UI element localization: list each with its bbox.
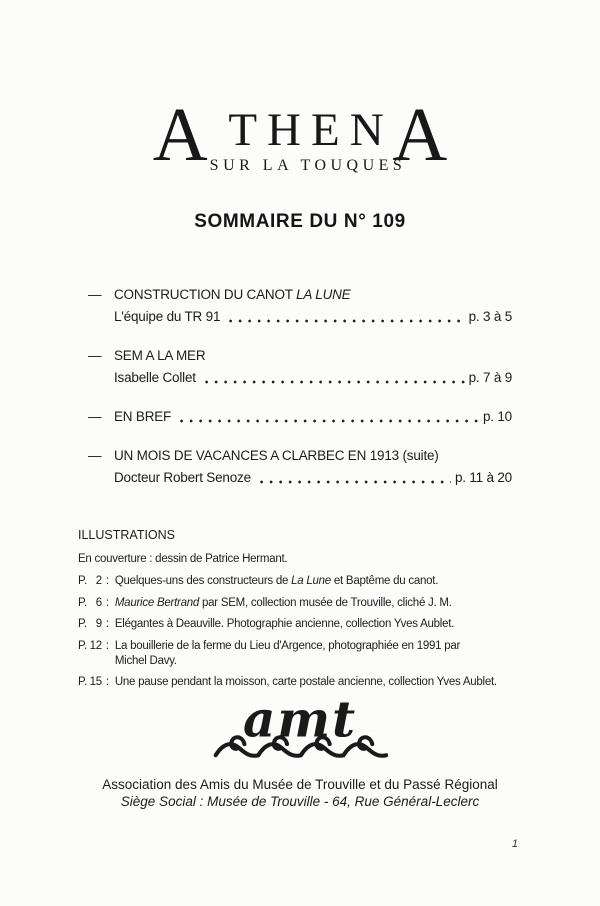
association-name: Association des Amis du Musée de Trouville et du Passé Régional bbox=[102, 777, 498, 792]
page-abbrev: P. bbox=[78, 618, 87, 630]
caption-text: La bouillerie de la ferme du Lieu d'Argence, photographiée en 1991 par bbox=[114, 639, 461, 652]
masthead-subtitle: SUR LA TOUQUES bbox=[209, 157, 407, 174]
item-dash: — bbox=[88, 409, 102, 424]
separator-colon: : bbox=[105, 618, 109, 630]
page-number: 1 bbox=[511, 838, 518, 850]
illustration-caption bbox=[115, 574, 556, 589]
masthead-final-a: A bbox=[392, 93, 448, 177]
dotted-leader bbox=[229, 319, 464, 323]
illustration-caption: Une pause pendant la moisson, carte postale ancienne, collection Yves Aublet. bbox=[114, 676, 497, 688]
page-num: 2 bbox=[95, 575, 102, 587]
page-abbrev: P. bbox=[78, 575, 87, 587]
amt-logo-text: amt bbox=[243, 690, 357, 749]
illustration-caption bbox=[115, 639, 556, 669]
amt-logo bbox=[0, 690, 600, 776]
toc-title-text: CONSTRUCTION DU CANOT bbox=[114, 287, 297, 302]
toc-item-title: EN BREF bbox=[114, 409, 172, 424]
page-abbrev: P. bbox=[78, 639, 87, 652]
separator-colon: : bbox=[105, 639, 109, 652]
toc-page-ref: p. 10 bbox=[482, 409, 512, 424]
page-num: 9 bbox=[95, 618, 102, 630]
caption-text: Quelques-uns des constructeurs de bbox=[114, 575, 292, 587]
dotted-leader bbox=[205, 380, 465, 384]
page-num: 15 bbox=[89, 676, 102, 688]
illustration-caption bbox=[115, 596, 556, 611]
page-abbrev: P. bbox=[78, 596, 87, 609]
caption-text: par SEM, collection musée de Trouville, cliché J. M. bbox=[199, 596, 452, 609]
masthead-initial-a: A bbox=[152, 93, 208, 177]
sommaire-heading: SOMMAIRE DU N° 109 bbox=[194, 211, 406, 232]
illustration-entry-p9 bbox=[78, 617, 556, 632]
illustration-caption: Elégantes à Deauville. Photographie ancienne, collection Yves Aublet. bbox=[114, 618, 455, 630]
illustration-entry-p6 bbox=[78, 596, 556, 611]
masthead-center bbox=[210, 104, 407, 175]
page-num: 12 bbox=[89, 639, 102, 652]
item-dash: — bbox=[88, 287, 102, 302]
caption-second-line: Michel Davy. bbox=[114, 654, 177, 667]
toc-item-title: SEM A LA MER bbox=[114, 348, 206, 363]
amt-logo-graphic bbox=[212, 690, 388, 776]
caption-text: et Baptême du canot. bbox=[330, 575, 439, 587]
toc-page-ref: p. 3 à 5 bbox=[468, 309, 512, 324]
toc-page-ref: p. 7 à 9 bbox=[468, 370, 512, 385]
toc-title-italic: LA LUNE bbox=[296, 287, 351, 302]
illustration-entry-p2 bbox=[78, 574, 556, 589]
toc-item-author: L'équipe du TR 91 bbox=[114, 309, 221, 324]
toc-item-author: Docteur Robert Senoze bbox=[114, 470, 251, 485]
caption-italic: La Lune bbox=[291, 575, 331, 587]
separator-colon: : bbox=[105, 596, 109, 609]
toc-item-title: UN MOIS DE VACANCES A CLARBEC EN 1913 (suite) bbox=[114, 448, 439, 463]
illustration-entry-p12 bbox=[78, 639, 556, 669]
separator-colon: : bbox=[105, 575, 109, 587]
masthead bbox=[0, 93, 600, 177]
caption-italic: Maurice Bertrand bbox=[114, 596, 200, 609]
masthead-title-middle: THEN bbox=[228, 104, 394, 156]
sommaire-list bbox=[88, 284, 512, 506]
association-footer bbox=[0, 776, 600, 810]
dotted-leader bbox=[180, 419, 479, 423]
toc-item-un-mois-de-vacances bbox=[88, 445, 512, 489]
association-address: Siège Social : Musée de Trouville - 64, Rue Général-Leclerc bbox=[120, 794, 480, 809]
toc-item-sem-a-la-mer bbox=[88, 345, 512, 389]
illustrations-section bbox=[78, 528, 556, 697]
toc-item-en-bref bbox=[88, 406, 512, 428]
toc-item-title bbox=[114, 284, 350, 306]
illustrations-heading: ILLUSTRATIONS bbox=[78, 528, 176, 542]
toc-page-ref: p. 11 à 20 bbox=[454, 470, 512, 485]
toc-item-author: Isabelle Collet bbox=[114, 370, 196, 385]
separator-colon: : bbox=[105, 676, 109, 688]
item-dash: — bbox=[88, 448, 102, 463]
toc-item-construction-du-canot bbox=[88, 284, 512, 328]
item-dash: — bbox=[88, 348, 102, 363]
illustration-entry-p15 bbox=[78, 675, 556, 690]
page-num: 6 bbox=[95, 596, 102, 609]
illustrations-cover-line: En couverture : dessin de Patrice Hermant. bbox=[78, 553, 288, 565]
dotted-leader bbox=[260, 480, 451, 484]
page-abbrev: P. bbox=[78, 676, 87, 688]
